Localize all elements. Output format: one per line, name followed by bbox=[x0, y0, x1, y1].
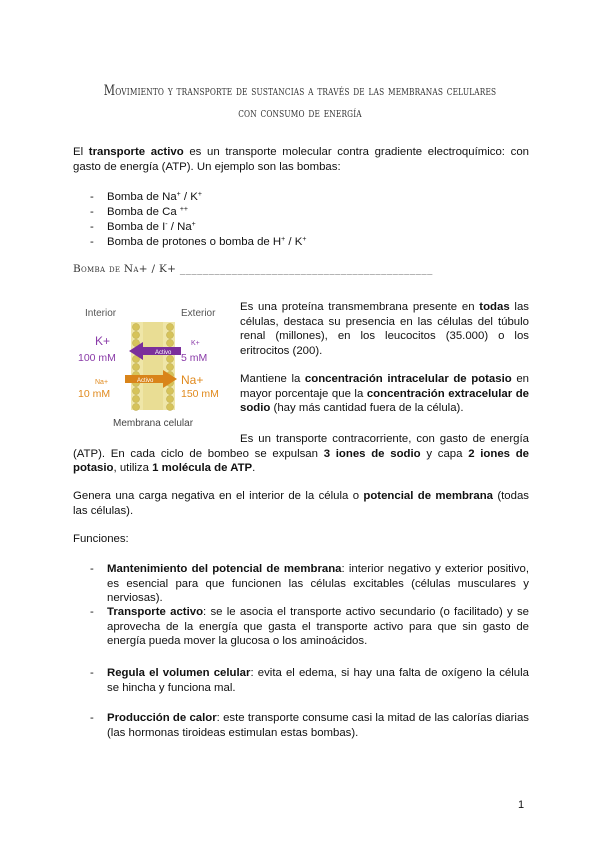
figure-interior-label: Interior bbox=[85, 308, 117, 319]
pump-list bbox=[90, 190, 306, 250]
page-number: 1 bbox=[518, 799, 525, 811]
figure-caption: Membrana celular bbox=[113, 418, 194, 429]
na-exterior-conc: 150 mM bbox=[181, 388, 219, 400]
title-line-1: Movimiento y transporte de sustancias a través de las membranas celulares bbox=[103, 83, 497, 99]
list-item: - Bomba de Ca ++ bbox=[90, 206, 189, 218]
membrane bbox=[131, 322, 175, 411]
k-interior-label: K+ bbox=[95, 334, 111, 348]
intro-paragraph: El transporte activo es un transporte molecular contra gradiente electroquímico: con gasto de energía (ATP). Un ejemplo son las bombas: bbox=[73, 146, 529, 173]
list-item: - Bomba de protones o bomba de H+ / K+ bbox=[90, 236, 307, 248]
na-interior-conc: 10 mM bbox=[78, 388, 111, 400]
list-item: - Bomba de Na+ / K+ bbox=[90, 191, 202, 203]
title-line-2: con consumo de energía bbox=[238, 105, 362, 121]
arrow-activo-top: Activo bbox=[155, 350, 172, 356]
paragraph-concentration: Mantiene la concentración intracelular de potasio en mayor porcentaje que la concentración extracelular de sodio (hay más cantidad fuera de la célula). bbox=[240, 373, 529, 414]
functions-heading: Funciones: bbox=[73, 533, 129, 545]
paragraph-membrane-potential: Genera una carga negativa en el interior de la célula o potencial de membrana (todas las células). bbox=[73, 490, 530, 517]
document-title bbox=[95, 80, 505, 124]
na-interior-label: Na+ bbox=[95, 379, 109, 386]
k-exterior-conc: 5 mM bbox=[181, 352, 208, 364]
section-heading: Bomba de Na+ / K+ ____________________________________________ bbox=[73, 263, 433, 275]
figure-exterior-label: Exterior bbox=[181, 308, 216, 319]
paragraph-presence: Es una proteína transmembrana presente en todas las células, destaca su presencia en las células del túbulo renal (millones), en los leucocitos (35.000) o los eritrocitos (200). bbox=[240, 301, 529, 357]
arrow-activo-bottom: Activo bbox=[137, 378, 154, 384]
na-exterior-label: Na+ bbox=[181, 373, 204, 387]
k-exterior-label: K+ bbox=[191, 340, 200, 347]
paragraph-cycle: Es un transporte contracorriente, con gasto de energía (ATP). En cada ciclo de bombeo se expulsan 3 iones de sodio y capa 2 iones de potasio, utiliza 1 molécula de ATP. bbox=[73, 433, 530, 474]
list-item: - Bomba de I- / Na+ bbox=[90, 221, 196, 233]
k-interior-conc: 100 mM bbox=[78, 352, 116, 364]
sodium-potassium-pump-figure bbox=[73, 300, 233, 430]
